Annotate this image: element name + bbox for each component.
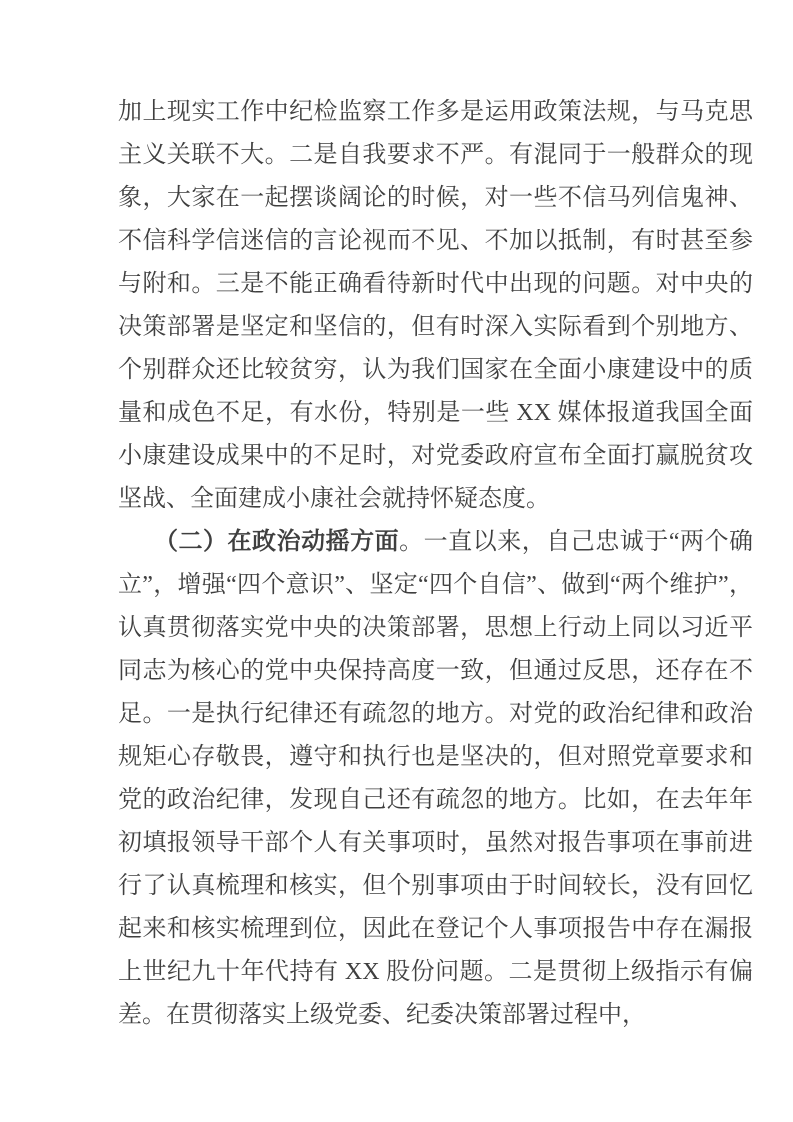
paragraph bbox=[118, 521, 753, 1037]
paragraph-text: 。一直以来，自己忠诚于“两个确立”，增强“四个意识”、坚定“四个自信”、做到“两个维护”，认真贯彻落实党中央的决策部署，思想上行动上同以习近平同志为核心的党中央保持高度一致，但通过反思，还存在不足。一是执行纪律还有疏忽的地方。对党的政治纪律和政治规矩心存敬畏，遵守和执行也是坚决的，但对照党章要求和党的政治纪律，发现自己还有疏忽的地方。比如，在去年年初填报领导干部个人有关事项时，虽然对报告事项在事前进行了认真梳理和核实，但个别事项由于时间较长，没有回忆起来和核实梳理到位，因此在登记个人事项报告中存在漏报上世纪九十年代持有 XX 股份问题。二是贯彻上级指示有偏差。在贯彻落实上级党委、纪委决策部署过程中， bbox=[118, 529, 754, 1028]
document-text-area bbox=[118, 91, 753, 1037]
section-heading: （二）在政治动摇方面 bbox=[154, 529, 400, 555]
paragraph-text: 加上现实工作中纪检监察工作多是运用政策法规，与马克思主义关联不大。二是自我要求不严。有混同于一般群众的现象，大家在一起摆谈阔论的时候，对一些不信马列信鬼神、不信科学信迷信的言论视而不见、不加以抵制，有时甚至参与附和。三是不能正确看待新时代中出现的问题。对中央的决策部署是坚定和坚信的，但有时深入实际看到个别地方、个别群众还比较贫穷，认为我们国家在全面小康建设中的质量和成色不足，有水份，特别是一些 XX 媒体报道我国全面小康建设成果中的不足时，对党委政府宣布全面打赢脱贫攻坚战、全面建成小康社会就持怀疑态度。 bbox=[118, 99, 753, 512]
paragraph bbox=[118, 91, 753, 521]
